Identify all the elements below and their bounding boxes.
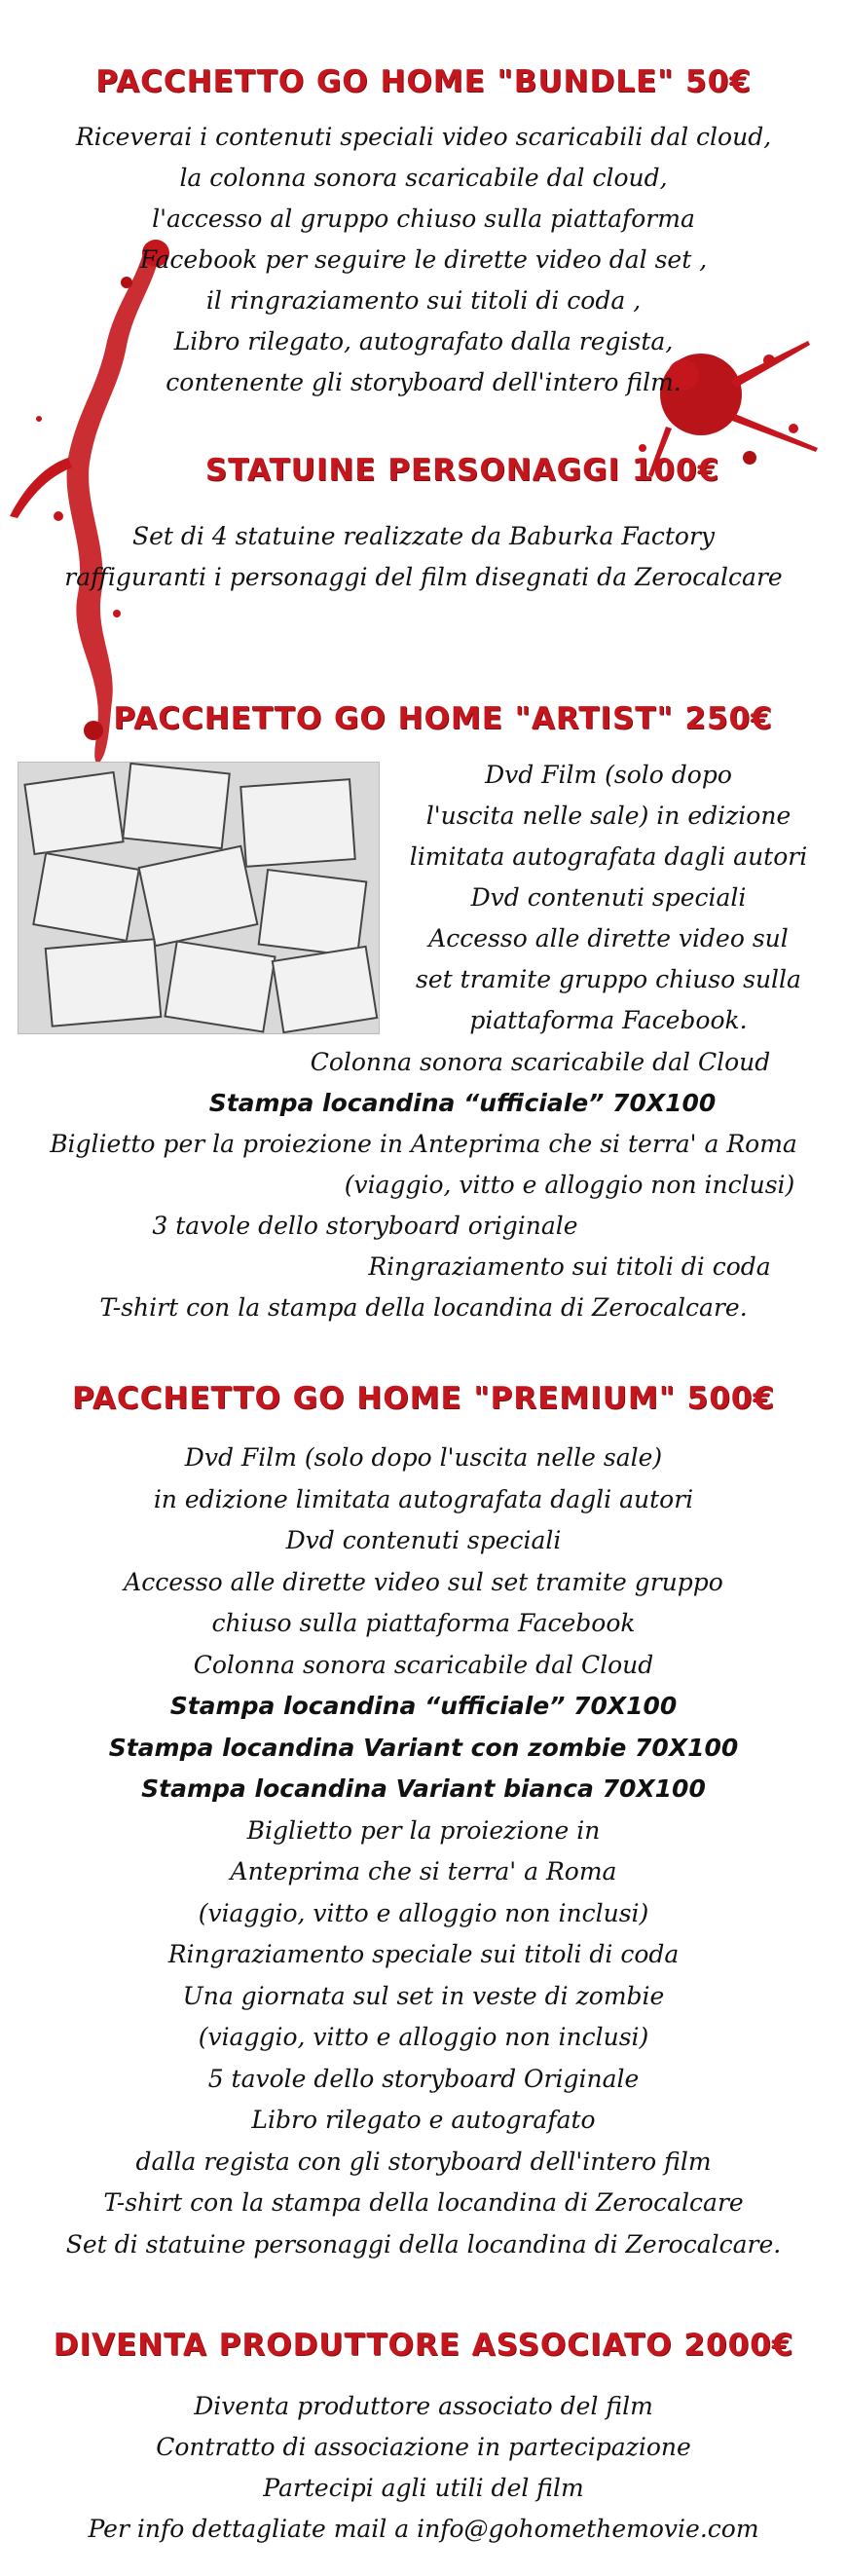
statuine-title: STATUINE PERSONAGGI 100€ (204, 453, 720, 488)
list-item: l'uscita nelle sale) in edizione (425, 802, 792, 830)
list-item: Biglietto per la proiezione in Anteprima che si terra' a Roma (50, 1130, 797, 1158)
list-item: Diventa produttore associato del film (194, 2392, 653, 2420)
list-item: Set di statuine personaggi della locandina di Zerocalcare. (65, 2229, 782, 2259)
list-item: la colonna sonora scaricabile dal cloud, (179, 164, 668, 192)
artist-list (0, 1042, 847, 1328)
list-item: 3 tavole dello storyboard originale (152, 1212, 578, 1240)
list-item: contenente gli storyboard dell'intero film. (166, 368, 681, 396)
list-item: Dvd contenuti speciali (285, 1526, 562, 1554)
artist-right-list (394, 755, 823, 1041)
list-item: T-shirt con la stampa della locandina di Zerocalcare. (99, 1293, 748, 1322)
bundle-title: PACCHETTO GO HOME "BUNDLE" 50€ (95, 64, 752, 99)
list-item: Accesso alle dirette video sul set tramite gruppo (124, 1567, 723, 1596)
list-item: il ringraziamento sui titoli di coda , (205, 286, 642, 315)
list-item: raffiguranti i personaggi del film disegnati da Zerocalcare (64, 563, 783, 591)
list-item: Dvd contenuti speciali (470, 883, 747, 912)
list-item: Partecipi agli utili del film (263, 2474, 584, 2502)
list-item: Facebook per seguire le dirette video dal set , (139, 245, 708, 274)
list-item: (viaggio, vitto e alloggio non inclusi) (198, 2023, 649, 2051)
list-item: T-shirt con la stampa della locandina di Zerocalcare (103, 2188, 744, 2217)
list-item: limitata autografata dagli autori (409, 842, 808, 871)
storyboard-image (18, 762, 380, 1034)
list-item: Accesso alle dirette video sul (428, 924, 789, 952)
list-item: set tramite gruppo chiuso sulla (416, 965, 801, 993)
list-item: 5 tavole dello storyboard Originale (207, 2064, 640, 2093)
list-item: in edizione limitata autografata dagli autori (153, 1484, 694, 1513)
list-item: dalla regista con gli storyboard dell'intero film (135, 2147, 712, 2176)
list-item: Una giornata sul set in veste di zombie (182, 1981, 665, 2010)
list-item: Contratto di associazione in partecipazione (156, 2433, 691, 2461)
bundle-list (0, 117, 847, 403)
list-item: piattaforma Facebook. (469, 1006, 748, 1034)
list-item: Stampa locandina Variant con zombie 70X100 (108, 1733, 739, 1762)
list-item: Colonna sonora scaricabile dal Cloud (310, 1048, 771, 1076)
list-item: Dvd Film (solo dopo l'uscita nelle sale) (184, 1443, 663, 1472)
artist-title: PACCHETTO GO HOME "ARTIST" 250€ (113, 701, 773, 736)
list-item: l'accesso al gruppo chiuso sulla piattaforma (152, 205, 695, 233)
list-item: Anteprima che si terra' a Roma (230, 1857, 617, 1885)
list-item: Stampa locandina “ufficiale” 70X100 (208, 1089, 717, 1117)
list-item: Ringraziamento sui titoli di coda (368, 1252, 771, 1281)
list-item: Set di 4 statuine realizzate da Baburka Factory (131, 522, 716, 550)
list-item: Libro rilegato, autografato dalla regista, (173, 327, 674, 355)
statuine-list (0, 516, 847, 598)
list-item: Colonna sonora scaricabile dal Cloud (193, 1650, 654, 1679)
list-item: Riceverai i contenuti speciali video scaricabili dal cloud, (75, 123, 772, 151)
contact-email-line: Per info dettagliate mail a info@gohomethemovie.com (88, 2515, 759, 2543)
producer-list (0, 2386, 847, 2550)
list-item: Stampa locandina “ufficiale” 70X100 (169, 1692, 678, 1720)
list-item: Biglietto per la proiezione in (246, 1815, 601, 1845)
list-item: chiuso sulla piattaforma Facebook (211, 1609, 636, 1637)
list-item: (viaggio, vitto e alloggio non inclusi) (344, 1171, 795, 1199)
producer-title: DIVENTA PRODUTTORE ASSOCIATO 2000€ (53, 2328, 794, 2363)
premium-list (0, 1437, 847, 2265)
list-item: Stampa locandina Variant bianca 70X100 (141, 1774, 706, 1803)
list-item: (viaggio, vitto e alloggio non inclusi) (198, 1898, 649, 1927)
premium-title: PACCHETTO GO HOME "PREMIUM" 500€ (72, 1381, 775, 1416)
list-item: Dvd Film (solo dopo (485, 761, 732, 789)
list-item: Libro rilegato e autografato (251, 2106, 596, 2134)
list-item: Ringraziamento speciale sui titoli di coda (167, 1940, 680, 1968)
